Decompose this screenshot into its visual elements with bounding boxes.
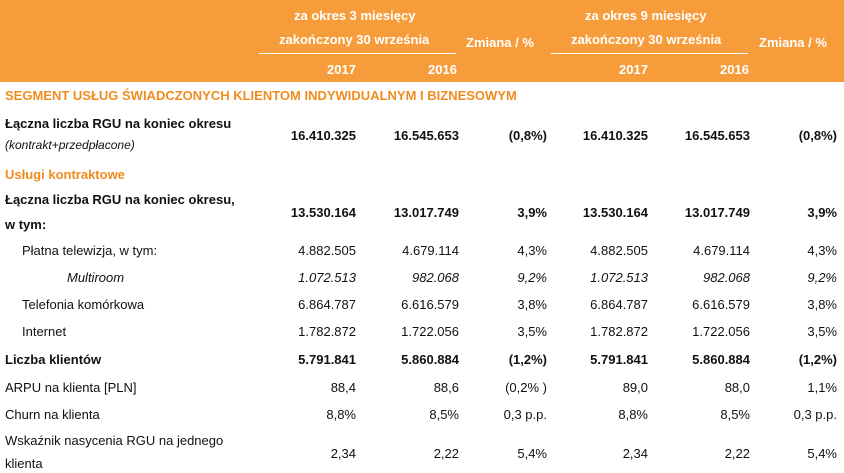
- year-2016-3m: 2016: [428, 62, 457, 77]
- value-cell: 5.791.841: [298, 352, 356, 367]
- value-cell: 4.882.505: [590, 243, 648, 258]
- value-cell: 2,22: [433, 446, 459, 461]
- value-cell: (1,2%): [508, 352, 547, 367]
- header-underline-3m: [259, 53, 456, 54]
- value-cell: 8,8%: [326, 407, 356, 422]
- year-2017-3m: 2017: [327, 62, 356, 77]
- change-label-3m: Zmiana / %: [466, 35, 534, 50]
- row-label-cont: w tym:: [5, 217, 47, 232]
- row-label: Wskaźnik nasycenia RGU na jednego: [5, 433, 224, 448]
- value-cell: 13.530.164: [290, 205, 356, 220]
- value-cell: 6.616.579: [692, 297, 750, 312]
- value-cell: 8,8%: [618, 407, 648, 422]
- value-cell: 0,3 p.p.: [793, 407, 837, 422]
- value-cell: 1.782.872: [590, 324, 648, 339]
- value-cell: 982.068: [412, 270, 459, 285]
- row-label: Płatna telewizja, w tym:: [22, 243, 158, 258]
- value-cell: 88,0: [724, 380, 750, 395]
- value-cell: 13.530.164: [582, 205, 648, 220]
- value-cell: (0,2% ): [505, 380, 547, 395]
- value-cell: (0,8%): [798, 128, 837, 143]
- value-cell: 3,5%: [807, 324, 837, 339]
- value-cell: 16.410.325: [582, 128, 648, 143]
- value-cell: 2,34: [330, 446, 356, 461]
- period9-line2: zakończony 30 września: [571, 32, 722, 47]
- table-header: [0, 0, 844, 82]
- row-label: ARPU na klienta [PLN]: [5, 380, 137, 395]
- row-label: Łączna liczba RGU na koniec okresu,: [5, 192, 235, 207]
- value-cell: 1.072.513: [590, 270, 648, 285]
- value-cell: 3,8%: [517, 297, 547, 312]
- value-cell: 9,2%: [517, 270, 547, 285]
- value-cell: 5.860.884: [401, 352, 459, 367]
- period3-line2: zakończony 30 września: [279, 32, 430, 47]
- value-cell: 4,3%: [807, 243, 837, 258]
- value-cell: 4,3%: [517, 243, 547, 258]
- value-cell: 3,9%: [517, 205, 547, 220]
- value-cell: 13.017.749: [393, 205, 459, 220]
- value-cell: 5.860.884: [692, 352, 750, 367]
- period3-line1: za okres 3 miesięcy: [294, 8, 416, 23]
- row-label: Churn na klienta: [5, 407, 100, 422]
- value-cell: 1.722.056: [692, 324, 750, 339]
- year-2016-9m: 2016: [720, 62, 749, 77]
- value-cell: 3,8%: [807, 297, 837, 312]
- value-cell: 8,5%: [429, 407, 459, 422]
- value-cell: 1.072.513: [298, 270, 356, 285]
- value-cell: 5.791.841: [590, 352, 648, 367]
- period9-line1: za okres 9 miesięcy: [585, 8, 707, 23]
- value-cell: 982.068: [703, 270, 750, 285]
- value-cell: 9,2%: [807, 270, 837, 285]
- value-cell: (1,2%): [798, 352, 837, 367]
- value-cell: 88,6: [433, 380, 459, 395]
- value-cell: 2,34: [622, 446, 648, 461]
- value-cell: 6.864.787: [298, 297, 356, 312]
- row-label: Internet: [22, 324, 67, 339]
- value-cell: (0,8%): [508, 128, 547, 143]
- value-cell: 3,9%: [807, 205, 837, 220]
- year-2017-9m: 2017: [619, 62, 648, 77]
- row-label: Liczba klientów: [5, 352, 102, 367]
- value-cell: 1.722.056: [401, 324, 459, 339]
- value-cell: 16.545.653: [393, 128, 459, 143]
- value-cell: 2,22: [724, 446, 750, 461]
- value-cell: 4.679.114: [693, 243, 750, 258]
- value-cell: 8,5%: [720, 407, 750, 422]
- value-cell: 0,3 p.p.: [503, 407, 547, 422]
- value-cell: 13.017.749: [684, 205, 750, 220]
- header-underline-9m: [551, 53, 748, 54]
- value-cell: 89,0: [622, 380, 648, 395]
- value-cell: 4.679.114: [402, 243, 459, 258]
- value-cell: 1.782.872: [298, 324, 356, 339]
- value-cell: 4.882.505: [298, 243, 356, 258]
- row-label: Łączna liczba RGU na koniec okresu: [5, 116, 232, 131]
- value-cell: 6.616.579: [401, 297, 459, 312]
- value-cell: 5,4%: [517, 446, 547, 461]
- value-cell: 6.864.787: [590, 297, 648, 312]
- value-cell: 5,4%: [807, 446, 837, 461]
- row-sublabel: (kontrakt+przedpłacone): [5, 138, 135, 152]
- segment-title: SEGMENT USŁUG ŚWIADCZONYCH KLIENTOM INDYWIDUALNYM I BIZNESOWYM: [5, 88, 517, 103]
- value-cell: 16.545.653: [684, 128, 750, 143]
- change-label-9m: Zmiana / %: [759, 35, 827, 50]
- row-label-cont: klienta: [5, 456, 43, 471]
- value-cell: 88,4: [330, 380, 356, 395]
- value-cell: 3,5%: [517, 324, 547, 339]
- section-title: Usługi kontraktowe: [5, 167, 125, 182]
- value-cell: 1,1%: [807, 380, 837, 395]
- value-cell: 16.410.325: [290, 128, 356, 143]
- row-label: Telefonia komórkowa: [22, 297, 145, 312]
- row-label: Multiroom: [67, 270, 125, 285]
